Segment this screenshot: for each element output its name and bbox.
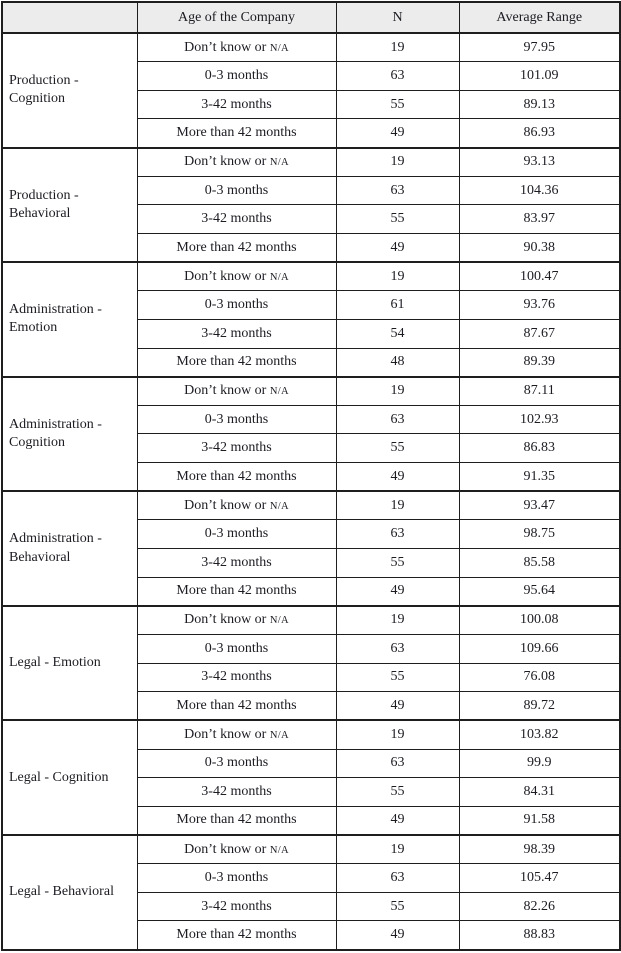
average-range-cell: 109.66 [459,634,620,663]
age-cell [137,778,336,807]
age-cell [137,663,336,692]
group-label-cell: Production - Behavioral [2,148,137,263]
n-cell: 49 [336,577,459,606]
age-cell [137,62,336,91]
age-label: 0-3 months [204,297,269,313]
average-range-cell: 82.26 [459,892,620,921]
table-row [2,262,620,291]
age-label: Don’t know or [184,612,270,628]
n-cell: 54 [336,319,459,348]
group-label-cell: Legal - Behavioral [2,835,137,950]
n-cell: 63 [336,520,459,549]
age-label: 3-42 months [201,211,272,227]
average-range-cell: 87.11 [459,377,620,406]
age-cell [137,377,336,406]
table-row [2,33,620,62]
age-cell [137,864,336,893]
age-label: Don’t know or [184,497,270,513]
age-label: Don’t know or [184,726,270,742]
n-cell: 63 [336,176,459,205]
age-cell [137,806,336,835]
n-cell: 55 [336,205,459,234]
age-cell [137,262,336,291]
age-cell [137,892,336,921]
n-cell: 55 [336,434,459,463]
n-cell: 19 [336,148,459,177]
age-label: More than 42 months [176,239,297,255]
age-label-na: N/A [269,844,289,856]
average-range-cell: 103.82 [459,720,620,749]
age-cell [137,33,336,62]
header-empty-cell [2,2,137,33]
n-cell: 55 [336,549,459,578]
age-label-na: N/A [269,42,289,54]
age-cell [137,634,336,663]
age-label-na: N/A [269,500,289,512]
average-range-cell: 98.75 [459,520,620,549]
age-label: Don’t know or [184,841,270,857]
average-range-cell: 102.93 [459,405,620,434]
n-cell: 61 [336,291,459,320]
age-label: 0-3 months [204,755,269,771]
age-cell [137,348,336,377]
age-label-na: N/A [269,615,289,627]
average-range-cell: 91.35 [459,463,620,492]
age-label: 3-42 months [201,440,272,456]
age-cell [137,119,336,148]
age-label-na: N/A [269,386,289,398]
group-label-cell: Administration - Behavioral [2,491,137,606]
age-label: 3-42 months [201,783,272,799]
age-cell [137,606,336,635]
age-cell [137,291,336,320]
n-cell: 63 [336,749,459,778]
n-cell: 49 [336,692,459,721]
average-range-cell: 104.36 [459,176,620,205]
table-row [2,491,620,520]
average-range-cell: 89.72 [459,692,620,721]
age-label: More than 42 months [176,354,297,370]
age-label: 0-3 months [204,526,269,542]
group-label-cell: Administration - Emotion [2,262,137,377]
age-label: 3-42 months [201,96,272,112]
header-n: N [336,2,459,33]
average-range-cell: 87.67 [459,319,620,348]
average-range-cell: 90.38 [459,233,620,262]
table-row [2,377,620,406]
n-cell: 63 [336,405,459,434]
average-range-cell: 85.58 [459,549,620,578]
age-label: 3-42 months [201,554,272,570]
page [0,1,621,953]
header-average-range: Average Range [459,2,620,33]
average-range-cell: 100.08 [459,606,620,635]
n-cell: 19 [336,262,459,291]
age-cell [137,692,336,721]
group-label-cell: Legal - Emotion [2,606,137,721]
average-range-cell: 93.76 [459,291,620,320]
age-cell [137,90,336,119]
average-range-cell: 76.08 [459,663,620,692]
n-cell: 49 [336,119,459,148]
n-cell: 49 [336,463,459,492]
average-range-cell: 105.47 [459,864,620,893]
average-range-cell: 89.13 [459,90,620,119]
age-label: 0-3 months [204,67,269,83]
age-cell [137,921,336,950]
age-label: More than 42 months [176,468,297,484]
age-cell [137,749,336,778]
n-cell: 49 [336,921,459,950]
average-range-cell: 95.64 [459,577,620,606]
age-label: More than 42 months [176,697,297,713]
n-cell: 55 [336,90,459,119]
age-label: 3-42 months [201,898,272,914]
age-label: Don’t know or [184,154,270,170]
age-cell [137,577,336,606]
age-label: 3-42 months [201,325,272,341]
age-cell [137,434,336,463]
age-label: More than 42 months [176,124,297,140]
age-label: More than 42 months [176,583,297,599]
group-label-cell: Production - Cognition [2,33,137,148]
n-cell: 63 [336,62,459,91]
n-cell: 55 [336,778,459,807]
average-range-cell: 91.58 [459,806,620,835]
age-cell [137,176,336,205]
age-label: More than 42 months [176,812,297,828]
age-label: 0-3 months [204,411,269,427]
n-cell: 63 [336,634,459,663]
average-range-cell: 86.83 [459,434,620,463]
age-cell [137,319,336,348]
average-range-cell: 83.97 [459,205,620,234]
n-cell: 55 [336,892,459,921]
header-age-of-company: Age of the Company [137,2,336,33]
age-label: Don’t know or [184,39,270,55]
age-label: Don’t know or [184,383,270,399]
n-cell: 19 [336,835,459,864]
group-label-cell: Administration - Cognition [2,377,137,492]
age-cell [137,405,336,434]
age-cell [137,720,336,749]
average-range-cell: 93.47 [459,491,620,520]
n-cell: 55 [336,663,459,692]
age-label: 0-3 months [204,182,269,198]
n-cell: 19 [336,33,459,62]
age-cell [137,549,336,578]
age-label: 0-3 months [204,640,269,656]
average-range-cell: 101.09 [459,62,620,91]
n-cell: 19 [336,377,459,406]
average-range-cell: 84.31 [459,778,620,807]
average-range-cell: 99.9 [459,749,620,778]
table-row [2,720,620,749]
age-label-na: N/A [269,729,289,741]
average-range-cell: 89.39 [459,348,620,377]
average-range-cell: 93.13 [459,148,620,177]
average-range-cell: 100.47 [459,262,620,291]
n-cell: 63 [336,864,459,893]
age-cell [137,205,336,234]
average-range-cell: 98.39 [459,835,620,864]
group-label-cell: Legal - Cognition [2,720,137,835]
age-label: Don’t know or [184,268,270,284]
age-cell [137,520,336,549]
average-range-cell: 88.83 [459,921,620,950]
age-label: More than 42 months [176,926,297,942]
age-label: 3-42 months [201,669,272,685]
table-row [2,835,620,864]
average-range-cell: 97.95 [459,33,620,62]
n-cell: 19 [336,491,459,520]
n-cell: 19 [336,606,459,635]
age-label: 0-3 months [204,869,269,885]
n-cell: 19 [336,720,459,749]
table-row [2,606,620,635]
n-cell: 49 [336,233,459,262]
n-cell: 49 [336,806,459,835]
average-range-cell: 86.93 [459,119,620,148]
header-row [2,2,620,33]
n-cell: 48 [336,348,459,377]
age-label-na: N/A [269,157,289,169]
results-table [1,1,621,951]
age-label-na: N/A [269,271,289,283]
age-cell [137,463,336,492]
table-row [2,148,620,177]
age-cell [137,835,336,864]
age-cell [137,233,336,262]
age-cell [137,148,336,177]
age-cell [137,491,336,520]
